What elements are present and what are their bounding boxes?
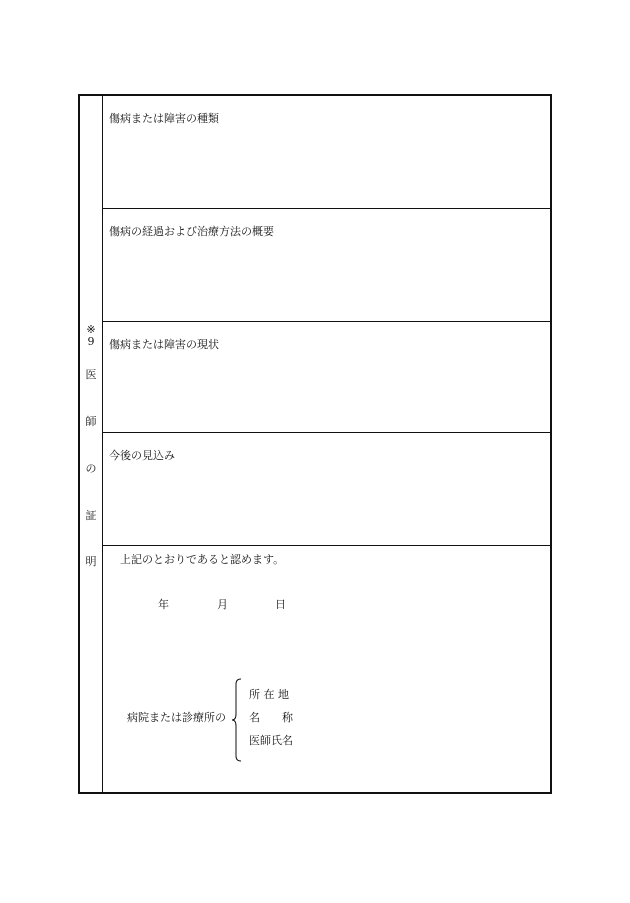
- prognosis-section[interactable]: [103, 433, 550, 546]
- side-label-number: 9: [87, 335, 95, 348]
- side-label-char: 医: [85, 368, 97, 381]
- date-day-label: 日: [275, 598, 286, 611]
- date-year-label: 年: [158, 598, 169, 611]
- prognosis-label: 今後の見込み: [109, 449, 175, 462]
- hospital-location-label: 所 在 地: [249, 688, 289, 701]
- treatment-overview-section[interactable]: [103, 209, 550, 322]
- injury-type-label: 傷病または障害の種類: [109, 112, 219, 125]
- doctor-name-label: 医師氏名: [249, 734, 293, 747]
- side-label-char: 明: [85, 555, 97, 568]
- treatment-overview-label: 傷病の経過および治療方法の概要: [109, 225, 274, 238]
- hospital-label: 病院または診療所の: [127, 711, 226, 724]
- curly-brace-icon: [231, 678, 243, 762]
- side-label-char: 証: [85, 509, 97, 522]
- hospital-name-label: 名 称: [249, 711, 293, 724]
- current-condition-section[interactable]: [103, 322, 550, 433]
- side-label-char: 師: [85, 415, 97, 428]
- current-condition-label: 傷病または障害の現状: [109, 338, 219, 351]
- side-label-mark: ※: [86, 323, 96, 336]
- date-month-label: 月: [217, 598, 228, 611]
- medical-certificate-form: [78, 94, 552, 794]
- certification-section: [103, 546, 550, 792]
- injury-type-section[interactable]: [103, 96, 550, 209]
- side-label-char: の: [85, 462, 97, 475]
- certification-statement: 上記のとおりであると認めます。: [120, 553, 285, 566]
- side-label-column: [80, 96, 103, 792]
